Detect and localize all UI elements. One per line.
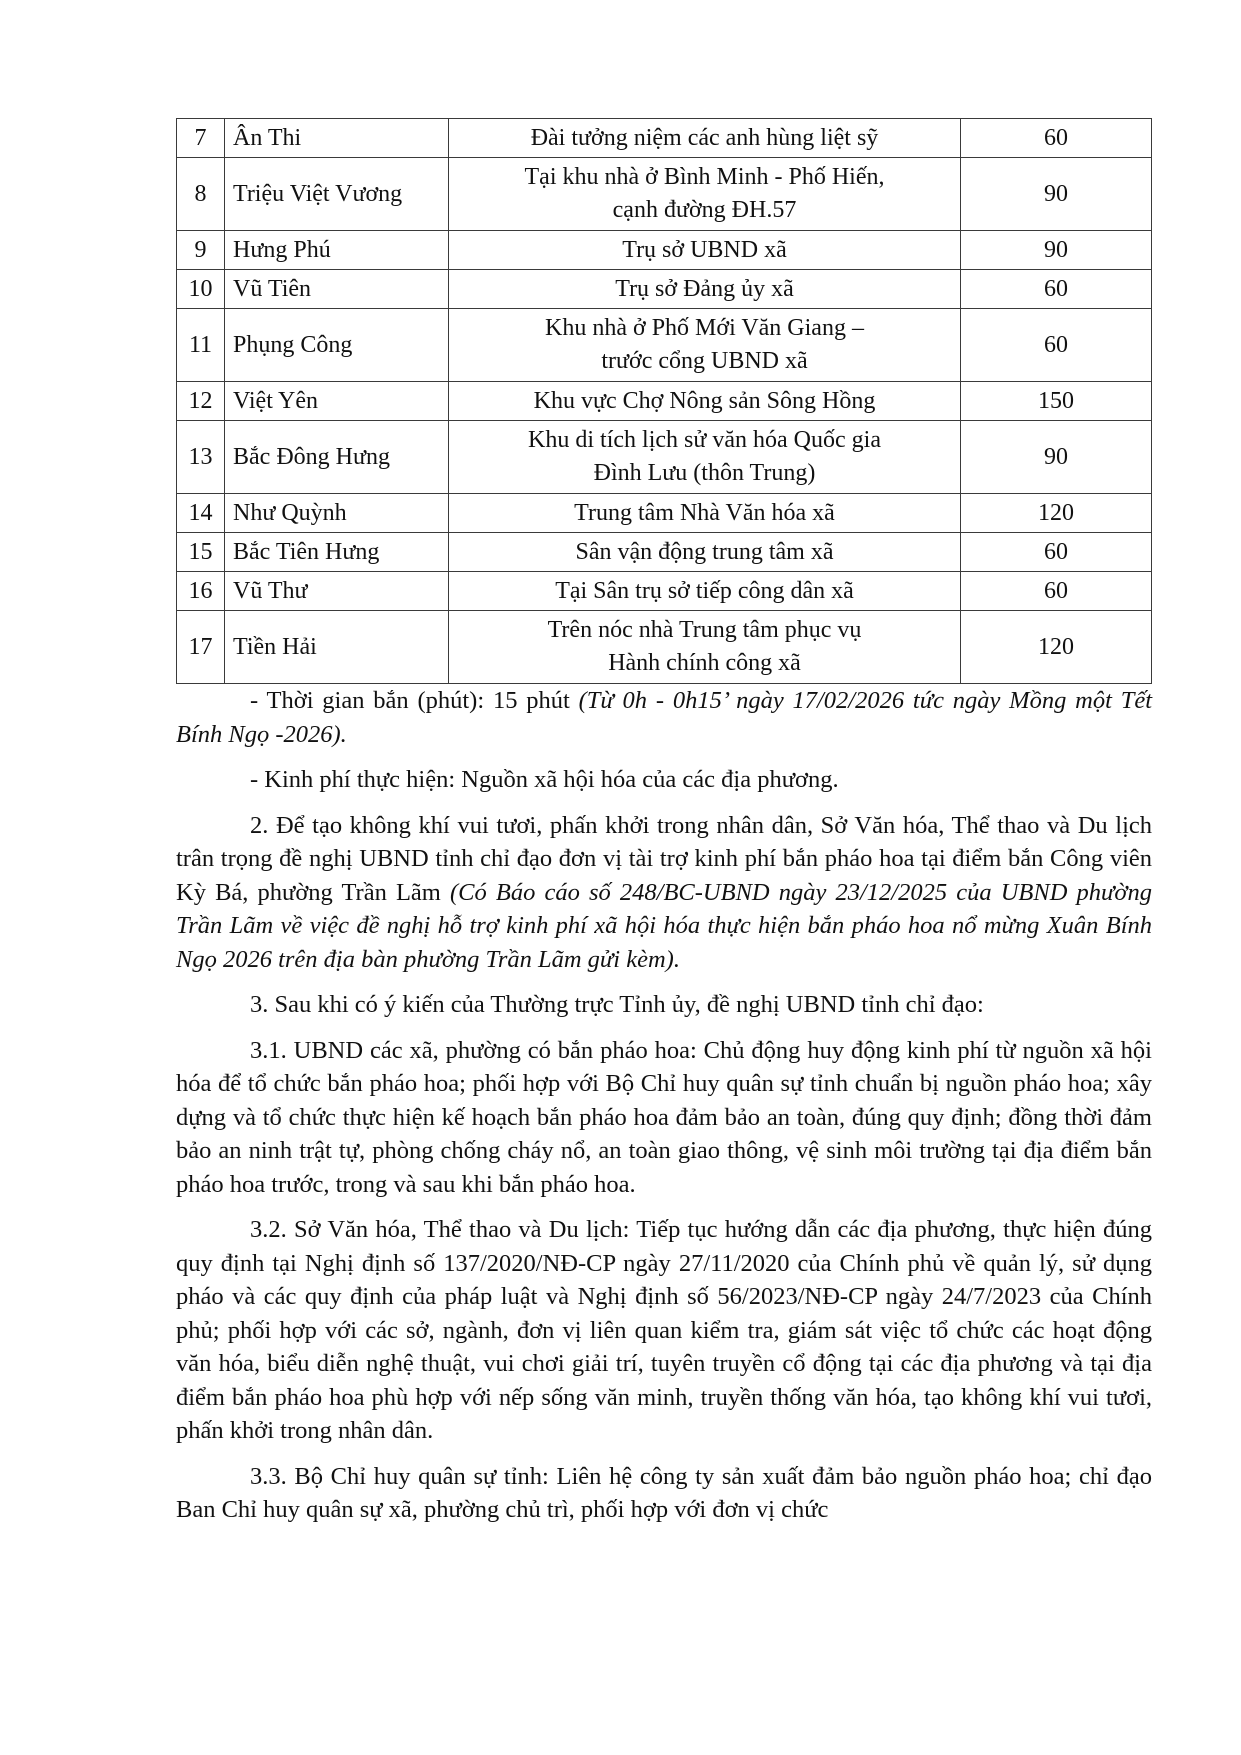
location-line: Đình Lưu (thôn Trung) <box>593 460 816 486</box>
table-row <box>177 494 1152 533</box>
location-line: cạnh đường ĐH.57 <box>612 197 797 223</box>
table-row <box>177 309 1152 382</box>
quantity-cell: 90 <box>961 231 1152 270</box>
quantity-cell: 120 <box>961 611 1152 684</box>
firing-time-text: - Thời gian bắn (phút): 15 phút <box>250 687 579 714</box>
commune-name-cell: Bắc Tiên Hưng <box>225 533 449 572</box>
location-line: Trụ sở Đảng ủy xã <box>615 275 794 302</box>
quantity-cell: 60 <box>961 533 1152 572</box>
document-page <box>176 118 1152 1527</box>
commune-name-cell: Hưng Phú <box>225 231 449 270</box>
commune-name-cell: Như Quỳnh <box>225 494 449 533</box>
table-row <box>177 270 1152 309</box>
location-line: Trung tâm Nhà Văn hóa xã <box>574 499 835 526</box>
table-row <box>177 533 1152 572</box>
quantity-cell: 90 <box>961 421 1152 494</box>
quantity-cell: 60 <box>961 572 1152 611</box>
commune-name-cell: Vũ Thư <box>225 572 449 611</box>
section-3-3-paragraph: 3.3. Bộ Chỉ huy quân sự tỉnh: Liên hệ công ty sản xuất đảm bảo nguồn pháo hoa; chỉ đạo Ban Chỉ huy quân sự xã, phường chủ trì, phối hợp với đơn vị chức <box>176 1462 1152 1523</box>
firing-time-paragraph <box>176 684 1152 751</box>
location-cell <box>449 119 961 158</box>
location-cell <box>449 572 961 611</box>
section-3-paragraph: 3. Sau khi có ý kiến của Thường trực Tỉnh ủy, đề nghị UBND tỉnh chỉ đạo: <box>250 991 984 1018</box>
commune-name-cell: Bắc Đông Hưng <box>225 421 449 494</box>
section-3-2-paragraph: 3.2. Sở Văn hóa, Thể thao và Du lịch: Tiếp tục hướng dẫn các địa phương, thực hiện đúng quy định tại Nghị định số 137/2020/NĐ-CP ngày 27/11/2020 của Chính phủ về quản lý, sử dụng pháo và các quy định của pháp luật và Nghị định số 56/2023/NĐ-CP ngày 24/7/2023 của Chính phủ; phối hợp với các sở, ngành, đơn vị liên quan kiểm tra, giám sát việc tổ chức các hoạt động văn hóa, biểu diễn nghệ thuật, vui chơi giải trí, tuyên truyền cổ động tại các địa phương và tại địa điểm bắn pháo hoa phù hợp với nếp sống văn minh, truyền thống văn hóa, tạo không khí vui tươi, phấn khởi trong nhân dân. <box>176 1216 1152 1444</box>
row-number-cell: 13 <box>177 421 225 494</box>
commune-name-cell: Triệu Việt Vương <box>225 158 449 231</box>
location-line: Khu vực Chợ Nông sản Sông Hồng <box>533 387 876 414</box>
location-line: Khu di tích lịch sử văn hóa Quốc gia <box>528 427 881 453</box>
commune-name-cell: Việt Yên <box>225 382 449 421</box>
location-line: Đài tưởng niệm các anh hùng liệt sỹ <box>530 124 879 151</box>
row-number-cell: 8 <box>177 158 225 231</box>
location-line: Hành chính công xã <box>608 650 801 676</box>
section-2-text: 2. Để tạo không khí vui tươi, phấn khởi trong nhân dân, Sở Văn hóa, Thể thao và Du lịch trân trọng đề nghị UBND tỉnh chỉ đạo đơn vị tài trợ kinh phí bắn pháo hoa tại điểm bắn Công viên Kỳ Bá, phường Trần Lãm <box>176 811 1152 906</box>
firing-time-note: (Từ 0h - 0h15’ ngày 17/02/2026 tức ngày Mồng một Tết Bính Ngọ -2026). <box>176 687 1152 748</box>
table-row <box>177 611 1152 684</box>
table-row <box>177 231 1152 270</box>
quantity-cell: 150 <box>961 382 1152 421</box>
table-row <box>177 572 1152 611</box>
quantity-cell: 120 <box>961 494 1152 533</box>
row-number-cell: 12 <box>177 382 225 421</box>
row-number-cell: 16 <box>177 572 225 611</box>
location-line: Tại khu nhà ở Bình Minh - Phố Hiến, <box>524 164 885 190</box>
location-line: Sân vận động trung tâm xã <box>575 538 834 565</box>
section-2-paragraph <box>176 809 1152 977</box>
row-number-cell: 7 <box>177 119 225 158</box>
quantity-cell: 60 <box>961 309 1152 382</box>
location-line: Tại Sân trụ sở tiếp công dân xã <box>555 577 854 604</box>
quantity-cell: 60 <box>961 119 1152 158</box>
location-line: Trên nóc nhà Trung tâm phục vụ <box>547 617 862 643</box>
section-2-note: (Có Báo cáo số 248/BC-UBND ngày 23/12/2025 của UBND phường Trần Lãm về việc đề nghị hỗ trợ kinh phí xã hội hóa thực hiện bắn pháo hoa nổ mừng Xuân Bính Ngọ 2026 trên địa bàn phường Trần Lãm gửi kèm). <box>176 878 1152 973</box>
table-row <box>177 421 1152 494</box>
table-row <box>177 158 1152 231</box>
fireworks-schedule-table <box>176 118 1152 684</box>
section-3-1-paragraph: 3.1. UBND các xã, phường có bắn pháo hoa: Chủ động huy động kinh phí từ nguồn xã hội hóa để tổ chức bắn pháo hoa; phối hợp với Bộ Chỉ huy quân sự tỉnh chuẩn bị nguồn pháo hoa; xây dựng và tổ chức thực hiện kế hoạch bắn pháo hoa đảm bảo an toàn, đúng quy định; đồng thời đảm bảo an ninh trật tự, phòng chống cháy nổ, an toàn giao thông, vệ sinh môi trường tại địa điểm bắn pháo hoa trước, trong và sau khi bắn pháo hoa. <box>176 1036 1152 1198</box>
funding-paragraph: - Kinh phí thực hiện: Nguồn xã hội hóa của các địa phương. <box>250 766 839 793</box>
row-number-cell: 11 <box>177 309 225 382</box>
quantity-cell: 60 <box>961 270 1152 309</box>
quantity-cell: 90 <box>961 158 1152 231</box>
location-cell <box>449 270 961 309</box>
location-cell <box>449 231 961 270</box>
commune-name-cell: Tiền Hải <box>225 611 449 684</box>
location-cell <box>449 533 961 572</box>
location-cell <box>449 158 961 231</box>
commune-name-cell: Phụng Công <box>225 309 449 382</box>
location-line: Khu nhà ở Phố Mới Văn Giang – <box>545 315 864 341</box>
location-cell <box>449 494 961 533</box>
location-cell <box>449 309 961 382</box>
table-row <box>177 119 1152 158</box>
row-number-cell: 9 <box>177 231 225 270</box>
location-line: Trụ sở UBND xã <box>622 236 787 263</box>
location-cell <box>449 382 961 421</box>
location-line: trước cổng UBND xã <box>601 348 808 374</box>
table-row <box>177 382 1152 421</box>
commune-name-cell: Vũ Tiên <box>225 270 449 309</box>
row-number-cell: 17 <box>177 611 225 684</box>
row-number-cell: 15 <box>177 533 225 572</box>
commune-name-cell: Ân Thi <box>225 119 449 158</box>
location-cell <box>449 611 961 684</box>
location-cell <box>449 421 961 494</box>
row-number-cell: 10 <box>177 270 225 309</box>
row-number-cell: 14 <box>177 494 225 533</box>
